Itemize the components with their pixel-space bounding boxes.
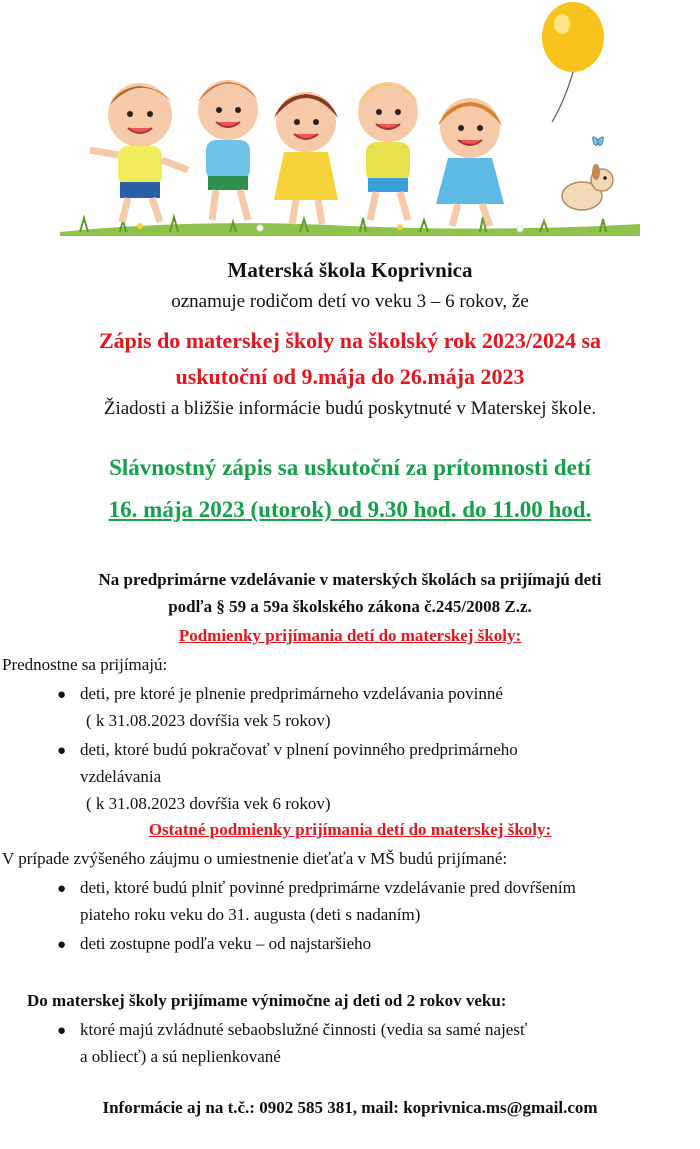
school-name: Materská škola Koprivnica (227, 258, 473, 282)
conditions-title: Podmienky prijímania detí do materskej školy: (178, 626, 522, 645)
exception-item-line1: ktoré majú zvládnuté sebaobslužné činnosti (vedia sa samé najesť (80, 1020, 528, 1039)
applications-info: Žiadosti a bližšie informácie budú poskytnuté v Materskej škole. (103, 398, 597, 419)
bullet-icon: ● (57, 687, 67, 703)
enrollment-headline-line1: Zápis do materskej školy na školský rok 2023/2024 sa (98, 328, 601, 353)
child-figure-3 (274, 92, 338, 224)
child-figure-1 (90, 83, 188, 222)
condition-item-1-line1: deti, pre ktoré je plnenie predprimárneho vzdelávania povinné (80, 684, 503, 703)
bullet-icon: ● (57, 937, 67, 953)
condition-item-2-line2: vzdelávania (80, 767, 162, 786)
balloon-icon (542, 2, 604, 122)
other-item-1-line2: piateho roku veku do 31. augusta (deti s nadaním) (80, 905, 421, 924)
bullet-icon: ● (57, 743, 67, 759)
exception-item-line2: a obliecť) a sú neplienkované (80, 1047, 281, 1066)
other-item-2-line1: deti zostupne podľa veku – od najstaršieho (80, 934, 372, 953)
announcement-line: oznamuje rodičom detí vo veku 3 – 6 rokov, že (171, 291, 529, 312)
other-item-1-line1: deti, ktoré budú plniť povinné predprimárne vzdelávanie pred dovŕšením (80, 878, 576, 897)
ceremony-date: 16. mája 2023 (utorok) od 9.30 hod. do 11.00 hod. (108, 497, 592, 522)
exception-title: Do materskej školy prijímame výnimočne aj deti od 2 rokov veku: (27, 991, 507, 1010)
condition-item-1-line2: ( k 31.08.2023 dovŕšia vek 5 rokov) (86, 711, 331, 730)
condition-item-2-line3: ( k 31.08.2023 dovŕšia vek 6 rokov) (86, 794, 331, 813)
ceremony-line1: Slávnostný zápis sa uskutoční za prítomnosti detí (109, 455, 591, 480)
other-conditions-intro: V prípade zvýšeného záujmu o umiestnenie dieťaťa v MŠ budú prijímané: (2, 849, 508, 868)
grass-decoration (60, 217, 640, 236)
other-conditions-title: Ostatné podmienky prijímania detí do materskej školy: (148, 820, 552, 839)
enrollment-headline-line2: uskutoční od 9.mája do 26.mája 2023 (175, 364, 525, 389)
contact-info: Informácie aj na t.č.: 0902 585 381, mail: koprivnica.ms@gmail.com (102, 1098, 598, 1117)
dog-icon (562, 164, 613, 210)
children-illustration (0, 0, 700, 240)
priority-intro: Prednostne sa prijímajú: (2, 655, 168, 674)
preprimary-line2: podľa § 59 a 59a školského zákona č.245/2008 Z.z. (168, 597, 532, 616)
butterfly-icon (593, 137, 604, 146)
bullet-icon: ● (57, 1023, 67, 1039)
child-figure-4 (358, 82, 418, 220)
condition-item-2-line1: deti, ktoré budú pokračovať v plnení povinného predprimárneho (80, 740, 518, 759)
child-figure-2 (198, 80, 258, 220)
preprimary-line1: Na predprimárne vzdelávanie v materských školách sa prijímajú deti (98, 570, 602, 589)
bullet-icon: ● (57, 881, 67, 897)
child-figure-5 (436, 98, 504, 226)
